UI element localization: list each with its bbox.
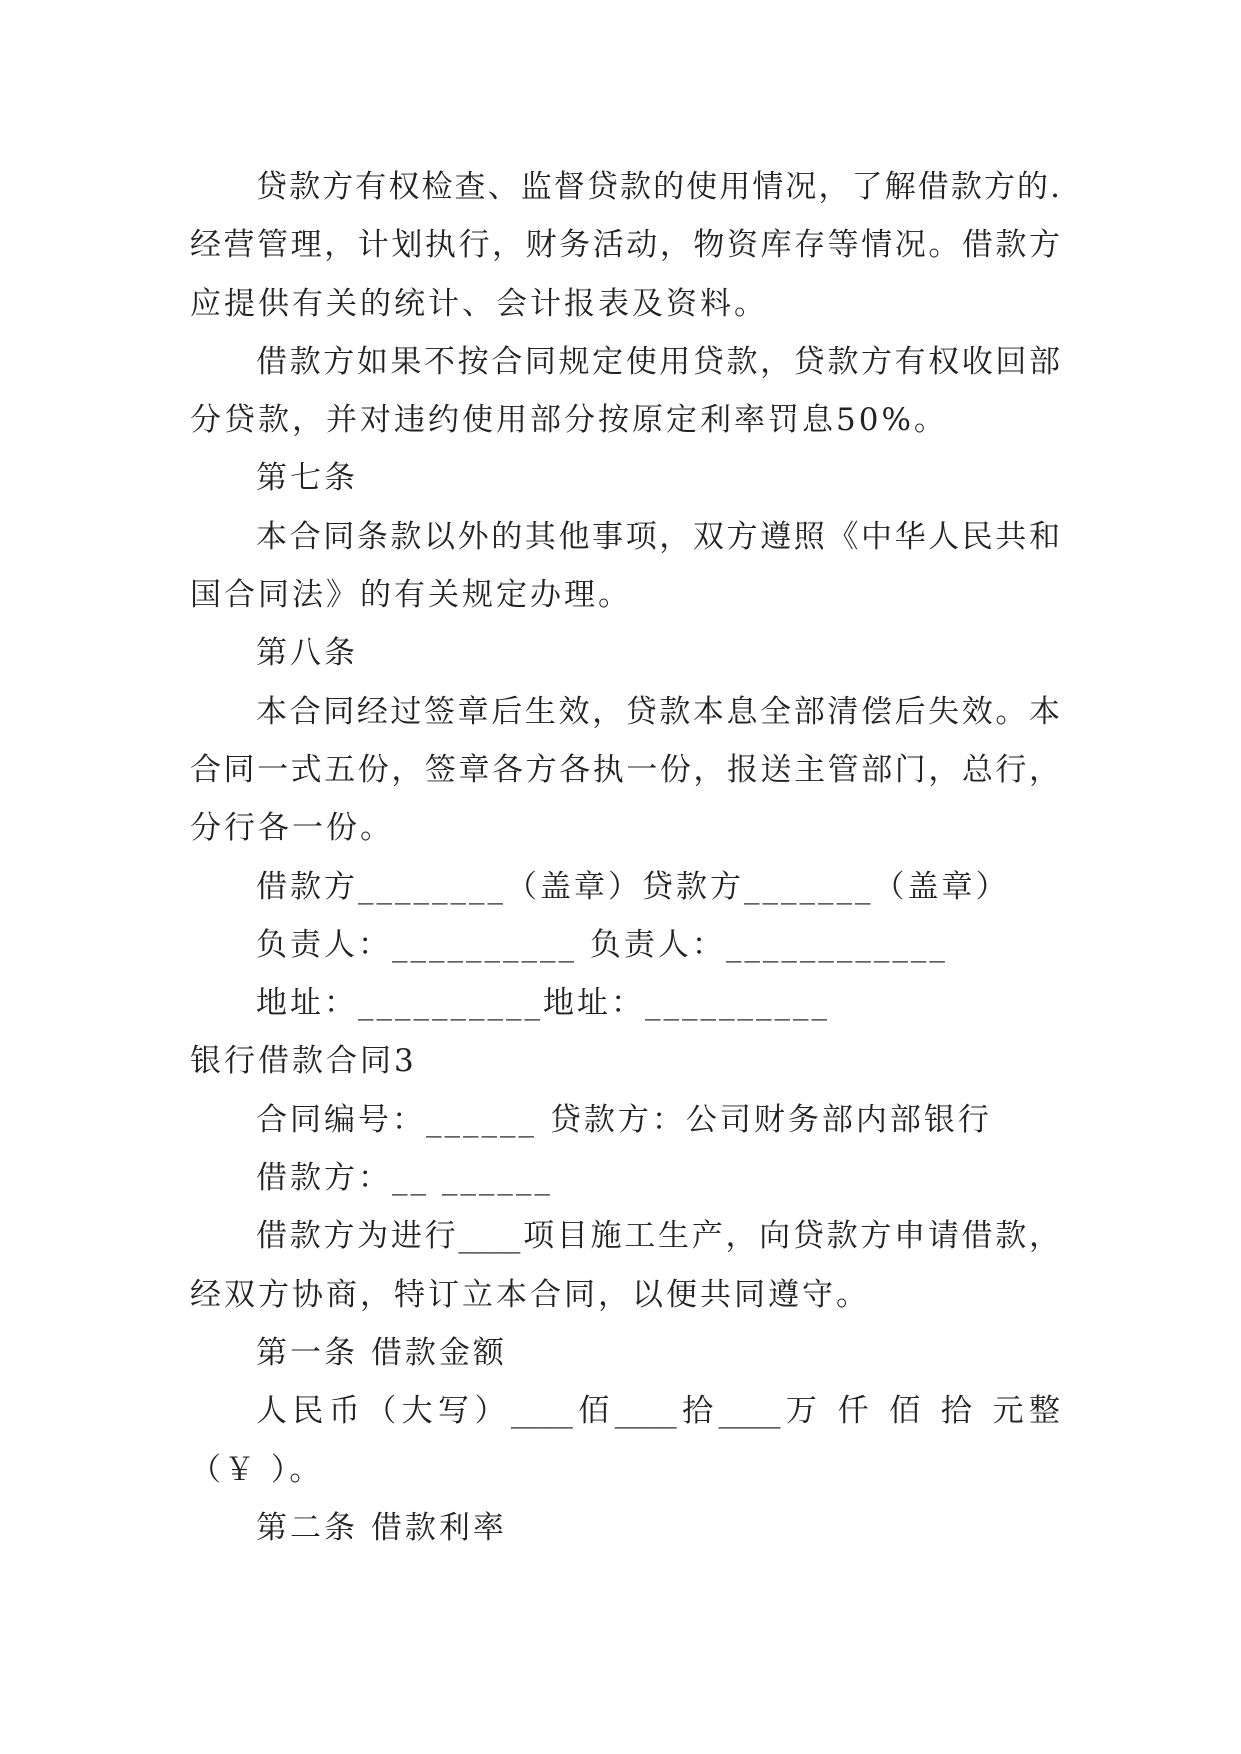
text-line: 分行各一份。 [190, 810, 394, 847]
text-line: 国合同法》的有关规定办理。 [190, 577, 632, 614]
text-line: 本合同经过签章后生效，贷款本息全部清偿后失效。本 [256, 693, 1060, 730]
contract-title: 银行借款合同3 [190, 1043, 417, 1080]
text-line: 经营管理，计划执行，财务活动，物资库存等情况。借款方 [190, 227, 1060, 264]
text-line: 借款方如果不按合同规定使用贷款，贷款方有权收回部 [256, 343, 1060, 380]
text-line: （￥ ）。 [190, 1451, 324, 1488]
text-line: 合同编号：______ 贷款方：公司财务部内部银行 [256, 1101, 992, 1138]
article-heading: 第二条 借款利率 [256, 1509, 507, 1546]
signature-line: 地址：__________地址：__________ [256, 985, 830, 1022]
text-line: 合同一式五份，签章各方各执一份，报送主管部门，总行， [190, 751, 1060, 788]
text-line: 分贷款，并对违约使用部分按原定利率罚息50%。 [190, 402, 948, 439]
text-line: 借款方为进行____项目施工生产，向贷款方申请借款， [256, 1218, 1060, 1255]
article-heading: 第八条 [256, 635, 358, 672]
document-page [190, 158, 1060, 1557]
signature-line: 负责人：__________ 负责人：____________ [256, 926, 948, 963]
text-line: 经双方协商，特订立本合同，以便共同遵守。 [190, 1276, 870, 1313]
text-line: 本合同条款以外的其他事项，双方遵照《中华人民共和 [256, 518, 1060, 555]
text-line: 借款方：__ ______ [256, 1160, 553, 1197]
signature-line: 借款方________（盖章）贷款方_______（盖章） [256, 868, 1010, 905]
text-line: 应提供有关的统计、会计报表及资料。 [190, 285, 768, 322]
article-heading: 第七条 [256, 460, 358, 497]
text-line: 贷款方有权检查、监督贷款的使用情况，了解借款方的. [256, 169, 1060, 205]
text-line: 人民币（大写）____佰____拾____万 仟 佰 拾 元整 [256, 1393, 1060, 1430]
article-heading: 第一条 借款金额 [256, 1334, 507, 1371]
